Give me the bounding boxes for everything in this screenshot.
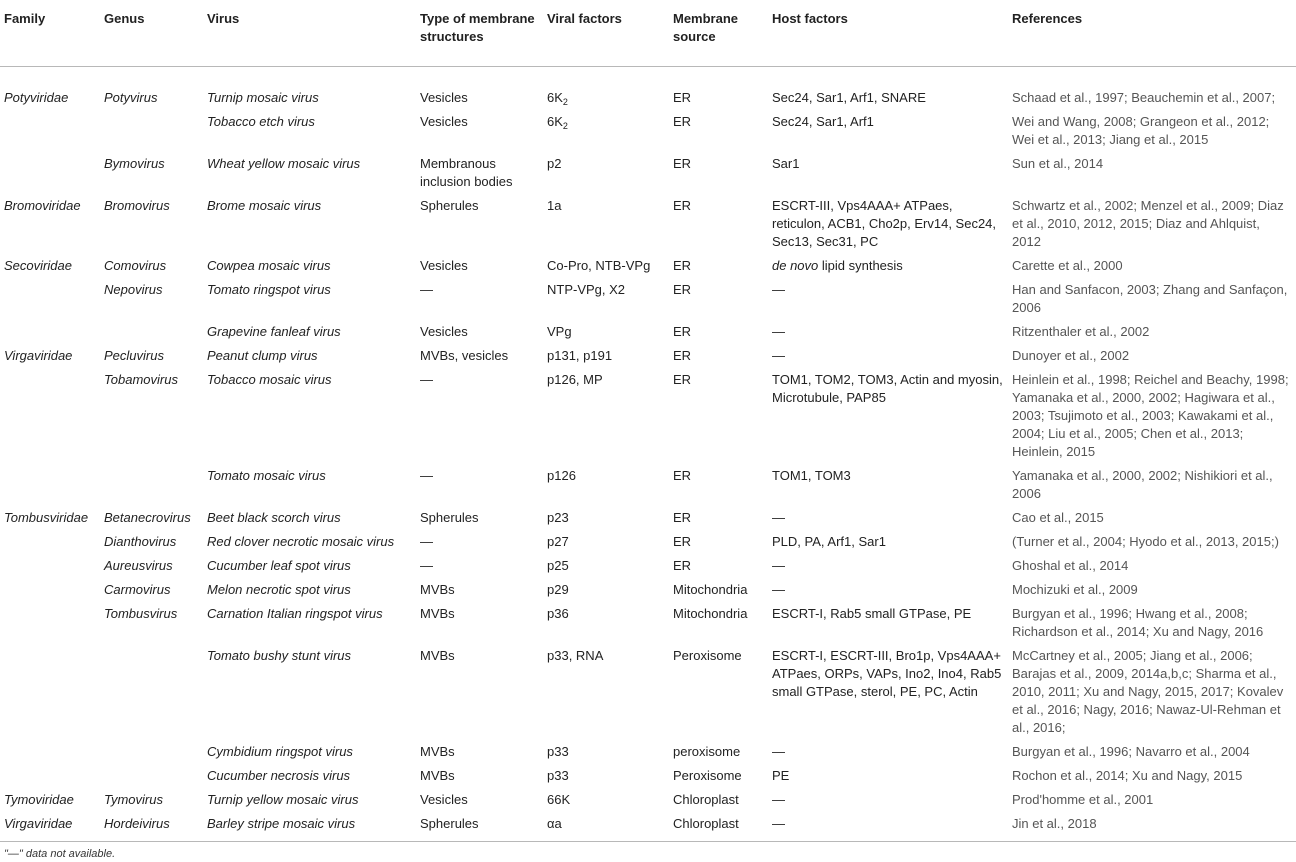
- cell-structures: —: [420, 557, 433, 573]
- header-membrane-source: Membrane source: [669, 0, 768, 66]
- table-footnote: "—" data not available.: [4, 847, 116, 860]
- cell-genus: Tombusvirus: [104, 605, 178, 621]
- cell-structures: Vesicles: [420, 113, 468, 129]
- table-row: [0, 785, 1296, 809]
- cell-references: Cao et al., 2015: [1012, 509, 1104, 525]
- cell-structures: MVBs: [420, 647, 455, 663]
- cell-genus: [100, 317, 203, 341]
- header-family: Family: [0, 0, 100, 66]
- cell-membrane-source: ER: [673, 155, 692, 171]
- cell-genus: Betanecrovirus: [104, 509, 191, 525]
- cell-viral-factors: p33: [547, 743, 569, 759]
- cell-virus: Cucumber leaf spot virus: [207, 557, 351, 573]
- cell-references: Wei and Wang, 2008; Grangeon et al., 2012; Wei et al., 2013; Jiang et al., 2015: [1012, 113, 1270, 147]
- cell-membrane-source: ER: [673, 371, 692, 387]
- cell-host-factors: Sec24, Sar1, Arf1, SNARE: [772, 89, 926, 105]
- cell-family: [0, 275, 100, 317]
- table-row: [0, 191, 1296, 251]
- cell-membrane-source: ER: [673, 89, 692, 105]
- cell-family: [0, 527, 100, 551]
- table-row: [0, 275, 1296, 317]
- cell-host-factors: [768, 251, 1008, 275]
- cell-virus: Peanut clump virus: [207, 347, 318, 363]
- cell-viral-factors: [543, 107, 669, 149]
- table-row: [0, 527, 1296, 551]
- cell-references: Ritzenthaler et al., 2002: [1012, 323, 1150, 339]
- cell-references: Carette et al., 2000: [1012, 257, 1123, 273]
- cell-family: Tombusviridae: [4, 509, 89, 525]
- cell-references: McCartney et al., 2005; Jiang et al., 2006; Barajas et al., 2009, 2014a,b,c; Sharma et al., 2010, 2011; Xu and Nagy, 2015, 2017; Kovalev et al., 2016; Nagy, 2016; Nawaz-Ul-Rehman et al., 2016;: [1012, 647, 1284, 735]
- cell-structures: Vesicles: [420, 323, 468, 339]
- viral-factor-subscript: 2: [562, 120, 568, 131]
- cell-references: Schwartz et al., 2002; Menzel et al., 2009; Diaz et al., 2010, 2012, 2015; Diaz and Ahlquist, 2012: [1012, 197, 1284, 249]
- table-row: [0, 761, 1296, 785]
- viral-factor-base: 6K: [547, 89, 563, 105]
- cell-viral-factors: p23: [547, 509, 569, 525]
- cell-membrane-source: Chloroplast: [669, 809, 768, 842]
- table-row: [0, 809, 1296, 842]
- cell-virus: Turnip yellow mosaic virus: [207, 791, 359, 807]
- header-genus: Genus: [100, 0, 203, 66]
- cell-references: Burgyan et al., 1996; Navarro et al., 2004: [1012, 743, 1250, 759]
- cell-membrane-source: ER: [673, 533, 692, 549]
- header-viral-factors: Viral factors: [543, 0, 669, 66]
- cell-genus: [100, 641, 203, 737]
- cell-references: Burgyan et al., 1996; Hwang et al., 2008; Richardson et al., 2014; Xu and Nagy, 2016: [1012, 605, 1264, 639]
- cell-genus: Bymovirus: [104, 155, 165, 171]
- host-factor-text: lipid synthesis: [818, 257, 903, 273]
- cell-structures: MVBs: [420, 743, 455, 759]
- cell-virus: Red clover necrotic mosaic virus: [207, 533, 395, 549]
- cell-membrane-source: peroxisome: [673, 743, 741, 759]
- cell-genus: Dianthovirus: [104, 533, 177, 549]
- cell-viral-factors: p131, p191: [547, 347, 613, 363]
- cell-references: Ghoshal et al., 2014: [1012, 557, 1129, 573]
- cell-viral-factors: 1a: [547, 197, 562, 213]
- table-row: [0, 365, 1296, 461]
- viral-factor-subscript: 2: [562, 96, 568, 107]
- cell-viral-factors: p36: [547, 605, 569, 621]
- table-row: [0, 599, 1296, 641]
- table-row: [0, 317, 1296, 341]
- cell-viral-factors: p126: [547, 467, 576, 483]
- table-row: [0, 551, 1296, 575]
- cell-host-factors: Sar1: [772, 155, 800, 171]
- cell-membrane-source: Mitochondria: [673, 581, 748, 597]
- cell-host-factors: TOM1, TOM2, TOM3, Actin and myosin, Microtubule, PAP85: [772, 371, 1003, 405]
- cell-structures: —: [420, 371, 433, 387]
- table-row: [0, 107, 1296, 149]
- cell-references: Jin et al., 2018: [1008, 809, 1296, 842]
- cell-genus: Bromovirus: [104, 197, 170, 213]
- header-references: References: [1008, 0, 1296, 66]
- cell-membrane-source: ER: [673, 347, 692, 363]
- cell-viral-factors: p29: [547, 581, 569, 597]
- cell-virus: Cowpea mosaic virus: [207, 257, 331, 273]
- table-body: [0, 66, 1296, 841]
- cell-host-factors: ESCRT-I, Rab5 small GTPase, PE: [772, 605, 972, 621]
- cell-virus: Melon necrotic spot virus: [207, 581, 351, 597]
- cell-virus: Cucumber necrosis virus: [207, 767, 351, 783]
- cell-viral-factors: p33, RNA: [547, 647, 604, 663]
- cell-structures: —: [420, 281, 433, 297]
- cell-family: Virgaviridae: [0, 809, 100, 842]
- table-row: [0, 341, 1296, 365]
- table-row: [0, 641, 1296, 737]
- cell-viral-factors: p33: [547, 767, 569, 783]
- cell-membrane-source: ER: [673, 557, 692, 573]
- cell-membrane-source: ER: [673, 113, 692, 129]
- cell-structures: Spherules: [416, 809, 543, 842]
- cell-virus: Tobacco etch virus: [207, 113, 315, 129]
- cell-host-factors: —: [772, 557, 785, 573]
- cell-membrane-source: ER: [673, 467, 692, 483]
- cell-structures: MVBs, vesicles: [420, 347, 509, 363]
- cell-membrane-source: Peroxisome: [673, 767, 742, 783]
- cell-virus: Barley stripe mosaic virus: [203, 809, 416, 842]
- cell-host-factors: —: [772, 347, 785, 363]
- cell-viral-factors: 66K: [547, 791, 571, 807]
- cell-family: [0, 737, 100, 761]
- cell-genus: [100, 737, 203, 761]
- cell-structures: MVBs: [420, 581, 455, 597]
- cell-membrane-source: ER: [673, 509, 692, 525]
- cell-structures: —: [420, 467, 433, 483]
- cell-host-factors: ESCRT-I, ESCRT-III, Bro1p, Vps4AAA+ ATPaes, ORPs, VAPs, Ino2, Ino4, Rab5 small GTPase, sterol, PE, PC, Actin: [772, 647, 1002, 699]
- cell-genus: Aureusvirus: [104, 557, 173, 573]
- cell-family: [0, 599, 100, 641]
- cell-structures: Spherules: [420, 197, 479, 213]
- cell-family: [0, 317, 100, 341]
- cell-family: [0, 461, 100, 503]
- cell-structures: —: [420, 533, 433, 549]
- cell-family: [0, 761, 100, 785]
- cell-host-factors: ESCRT-III, Vps4AAA+ ATPaes, reticulon, ACB1, Cho2p, Erv14, Sec24, Sec13, Sec31, PC: [772, 197, 997, 249]
- cell-virus: Wheat yellow mosaic virus: [207, 155, 361, 171]
- cell-family: [0, 641, 100, 737]
- cell-host-factors: —: [772, 581, 785, 597]
- cell-genus: [100, 461, 203, 503]
- cell-host-factors: —: [772, 323, 785, 339]
- cell-structures: Membranous inclusion bodies: [420, 155, 513, 189]
- cell-genus: Carmovirus: [104, 581, 171, 597]
- cell-genus: Pecluvirus: [104, 347, 164, 363]
- cell-family: [0, 575, 100, 599]
- cell-family: Potyviridae: [4, 89, 69, 105]
- cell-viral-factors: [543, 66, 669, 107]
- cell-family: Tymoviridae: [4, 791, 74, 807]
- cell-structures: MVBs: [420, 605, 455, 621]
- cell-virus: Cymbidium ringspot virus: [207, 743, 353, 759]
- table-row: [0, 149, 1296, 191]
- viral-factor-base: 6K: [547, 113, 563, 129]
- cell-viral-factors: αa: [543, 809, 669, 842]
- cell-host-factors: —: [772, 743, 785, 759]
- table-header: [0, 0, 1296, 66]
- cell-host-factors: —: [772, 509, 785, 525]
- cell-structures: Vesicles: [420, 89, 468, 105]
- cell-genus: Comovirus: [104, 257, 167, 273]
- cell-viral-factors: p27: [547, 533, 569, 549]
- cell-membrane-source: Mitochondria: [673, 605, 748, 621]
- cell-family: [0, 149, 100, 191]
- cell-family: [0, 551, 100, 575]
- cell-viral-factors: p2: [547, 155, 562, 171]
- cell-references: Sun et al., 2014: [1012, 155, 1104, 171]
- table-row: [0, 503, 1296, 527]
- cell-references: Rochon et al., 2014; Xu and Nagy, 2015: [1012, 767, 1243, 783]
- table-row: [0, 575, 1296, 599]
- cell-references: Schaad et al., 1997; Beauchemin et al., 2007;: [1012, 89, 1276, 105]
- cell-genus: Tymovirus: [104, 791, 163, 807]
- cell-membrane-source: ER: [673, 323, 692, 339]
- cell-host-factors: —: [768, 809, 1008, 842]
- cell-family: [0, 107, 100, 149]
- cell-membrane-source: Chloroplast: [673, 791, 739, 807]
- table-row: [0, 461, 1296, 503]
- cell-virus: Tomato ringspot virus: [207, 281, 331, 297]
- cell-references: Prod'homme et al., 2001: [1012, 791, 1154, 807]
- header-structures: Type of membrane structures: [416, 0, 543, 66]
- cell-references: Han and Sanfacon, 2003; Zhang and Sanfaçon, 2006: [1012, 281, 1288, 315]
- cell-virus: Tobacco mosaic virus: [207, 371, 332, 387]
- cell-host-factors: —: [772, 791, 785, 807]
- cell-structures: Vesicles: [420, 257, 468, 273]
- cell-viral-factors: VPg: [547, 323, 572, 339]
- cell-genus: Tobamovirus: [104, 371, 178, 387]
- cell-host-factors: —: [772, 281, 785, 297]
- cell-virus: Tomato bushy stunt virus: [207, 647, 352, 663]
- cell-references: Yamanaka et al., 2000, 2002; Nishikiori et al., 2006: [1012, 467, 1273, 501]
- cell-family: Secoviridae: [4, 257, 72, 273]
- cell-membrane-source: ER: [673, 281, 692, 297]
- cell-genus: Nepovirus: [104, 281, 163, 297]
- cell-virus: Brome mosaic virus: [207, 197, 322, 213]
- cell-membrane-source: Peroxisome: [673, 647, 742, 663]
- cell-references: (Turner et al., 2004; Hyodo et al., 2013, 2015;): [1012, 533, 1279, 549]
- cell-host-factors: PLD, PA, Arf1, Sar1: [772, 533, 886, 549]
- cell-host-factors: TOM1, TOM3: [772, 467, 851, 483]
- cell-references: Heinlein et al., 1998; Reichel and Beachy, 1998; Yamanaka et al., 2000, 2002; Hagiwara et al., 2003; Tsujimoto et al., 2003; Kawakami et al., 2004; Liu et al., 2005; Chen et al., 2013; Heinlein, 2015: [1012, 371, 1289, 459]
- cell-viral-factors: Co-Pro, NTB-VPg: [547, 257, 651, 273]
- cell-virus: Beet black scorch virus: [207, 509, 341, 525]
- cell-viral-factors: NTP-VPg, X2: [547, 281, 626, 297]
- header-host-factors: Host factors: [768, 0, 1008, 66]
- cell-virus: Turnip mosaic virus: [207, 89, 319, 105]
- cell-family: Virgaviridae: [4, 347, 73, 363]
- cell-virus: Carnation Italian ringspot virus: [207, 605, 383, 621]
- cell-genus: Potyvirus: [104, 89, 158, 105]
- cell-host-factors: PE: [772, 767, 790, 783]
- cell-membrane-source: ER: [673, 197, 692, 213]
- header-virus: Virus: [203, 0, 416, 66]
- header-row: [0, 0, 1296, 66]
- cell-virus: Tomato mosaic virus: [207, 467, 326, 483]
- cell-structures: Vesicles: [420, 791, 468, 807]
- cell-family: [0, 365, 100, 461]
- table-row: [0, 66, 1296, 107]
- table-row: [0, 251, 1296, 275]
- cell-host-factors: Sec24, Sar1, Arf1: [772, 113, 874, 129]
- cell-structures: Spherules: [420, 509, 479, 525]
- table-row: [0, 737, 1296, 761]
- cell-virus: Grapevine fanleaf virus: [207, 323, 341, 339]
- cell-membrane-source: ER: [673, 257, 692, 273]
- cell-genus: Hordeivirus: [100, 809, 203, 842]
- cell-viral-factors: p25: [547, 557, 569, 573]
- cell-genus: [100, 107, 203, 149]
- host-factor-emphasis: de novo: [772, 257, 819, 273]
- cell-structures: MVBs: [420, 767, 455, 783]
- cell-references: Dunoyer et al., 2002: [1012, 347, 1130, 363]
- cell-references: Mochizuki et al., 2009: [1012, 581, 1138, 597]
- cell-viral-factors: p126, MP: [547, 371, 603, 387]
- cell-genus: [100, 761, 203, 785]
- cell-family: Bromoviridae: [4, 197, 81, 213]
